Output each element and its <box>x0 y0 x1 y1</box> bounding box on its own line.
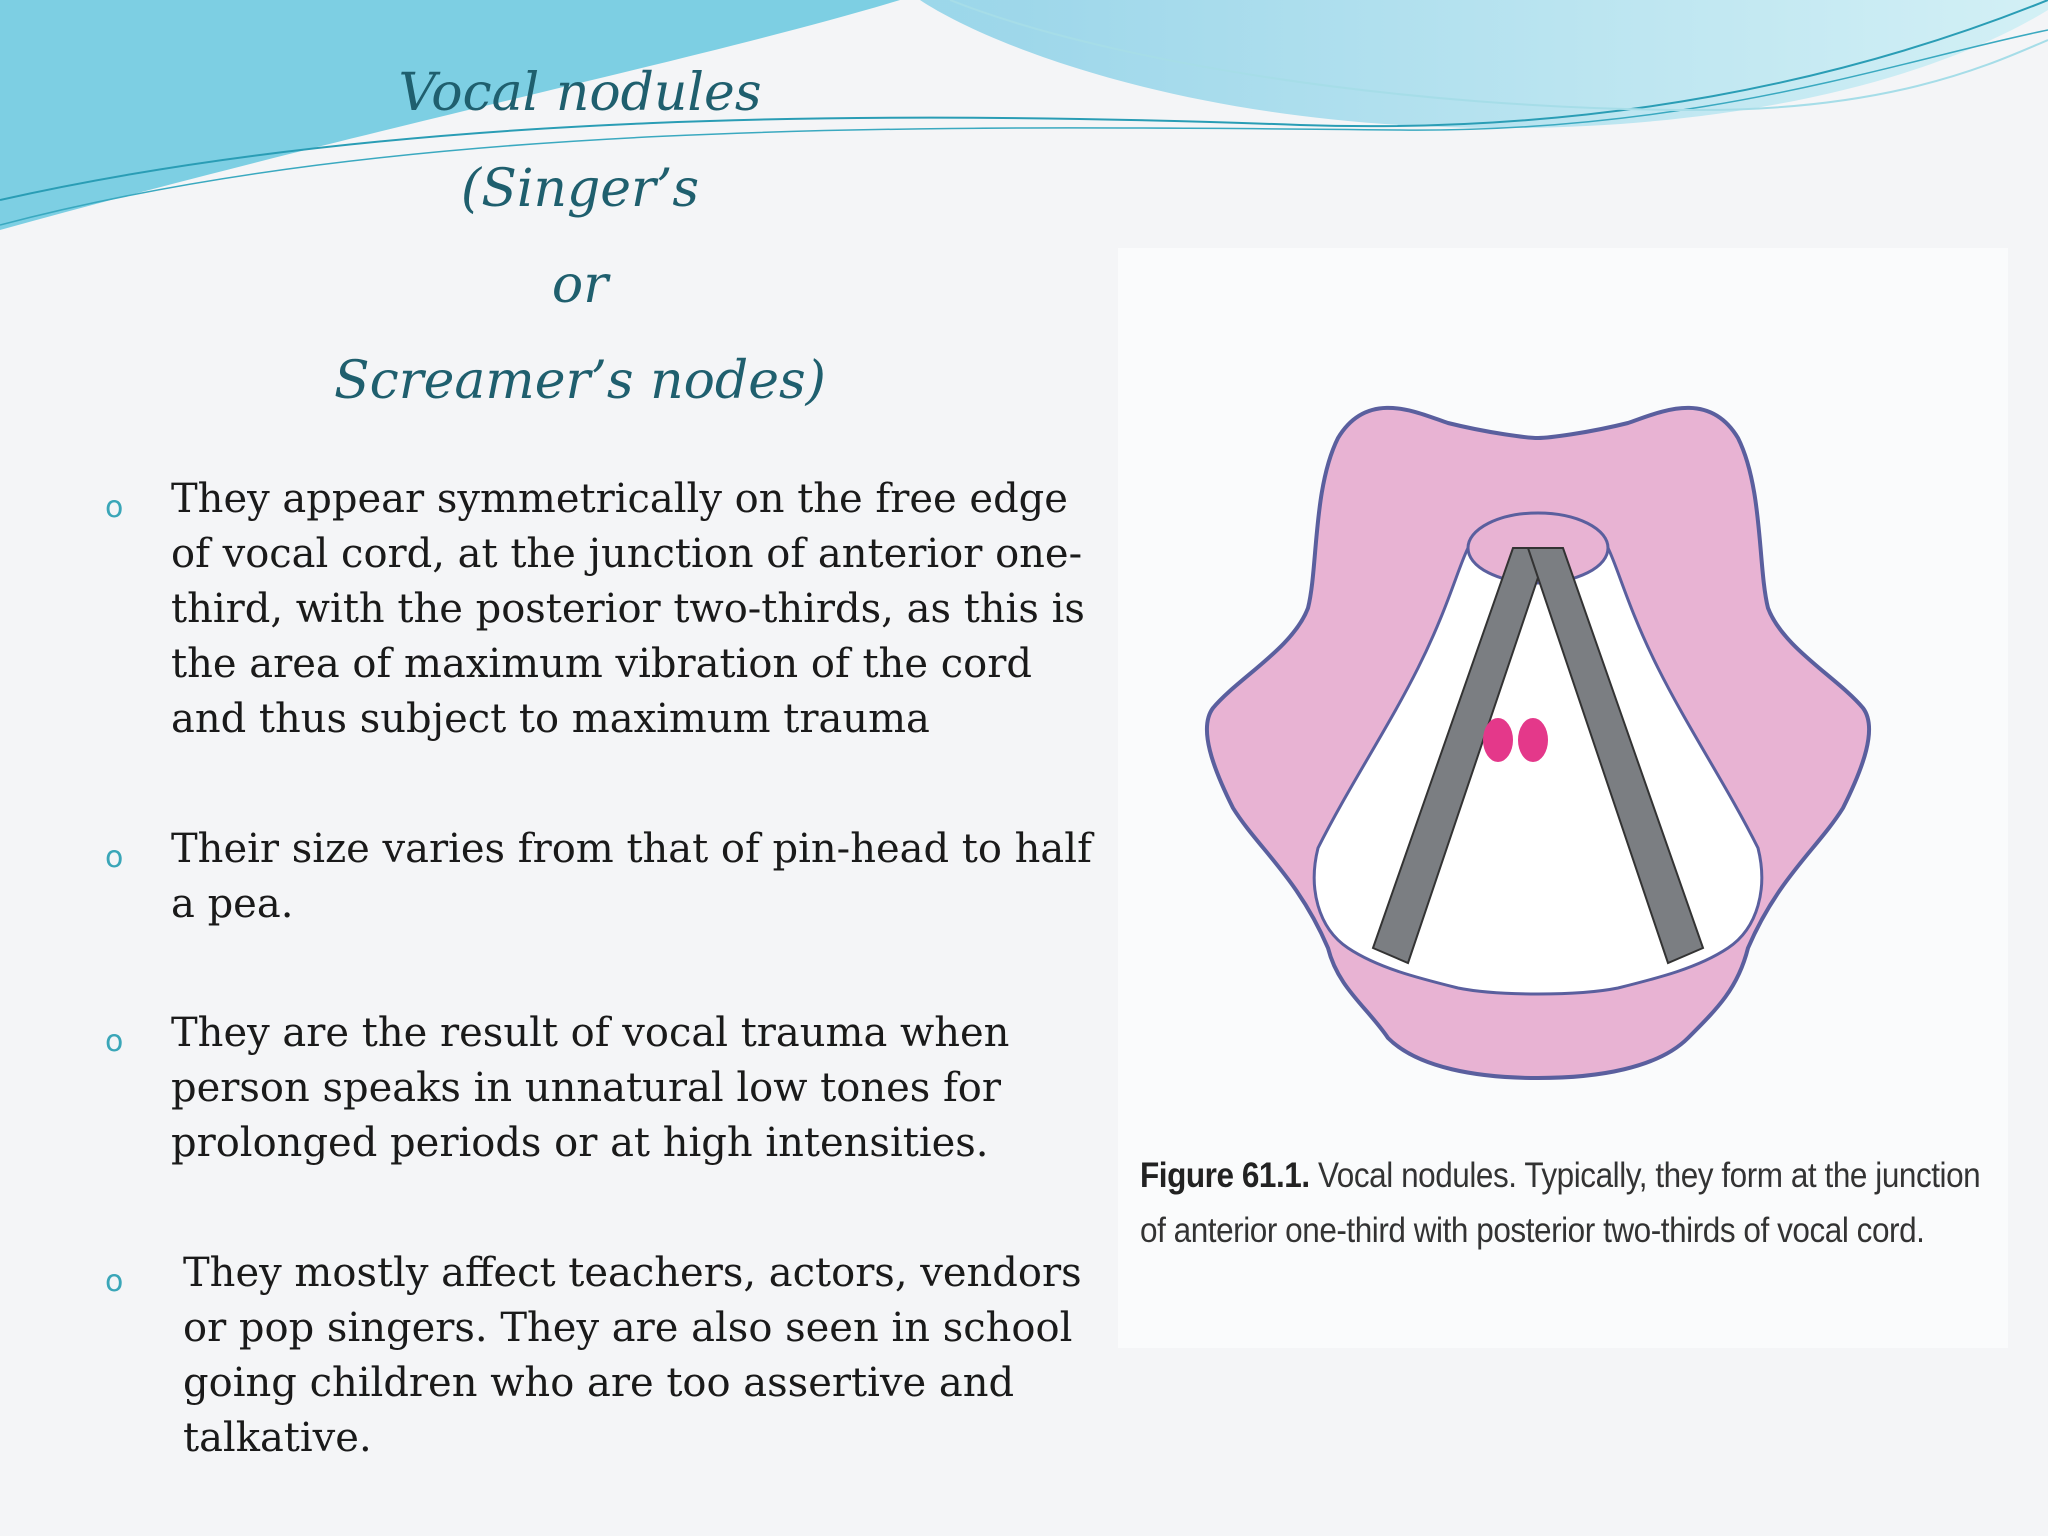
title-line: (Singer’s <box>460 159 700 219</box>
bullet-text: They are the result of vocal trauma when person speaks in unnatural low tones for prolonged periods or at high intensities. <box>171 1010 1010 1166</box>
title-line: Vocal nodules <box>398 63 762 123</box>
title-line: Screamer’s nodes) <box>334 351 826 411</box>
bullet-text: Their size varies from that of pin-head to half a pea. <box>171 826 1092 927</box>
right-nodule <box>1518 718 1548 762</box>
larynx-diagram <box>1118 248 2008 1128</box>
bullet-marker: o <box>105 1264 124 1299</box>
bullet-text: They appear symmetrically on the free edge of vocal cord, at the junction of anterior one-third, with the posterior two-thirds, as this is the area of maximum vibration of the cord and thus subject to maximum trauma <box>171 476 1085 742</box>
caption-label: Figure 61.1. <box>1140 1156 1310 1195</box>
bullet-marker: o <box>105 840 124 875</box>
caption-text: Vocal nodules. Typically, they form at the junction of anterior one-third with posterior two-thirds of vocal cord. <box>1140 1156 1981 1250</box>
title-line: or <box>551 255 609 315</box>
left-nodule <box>1483 718 1513 762</box>
slide-title <box>230 45 930 429</box>
vocal-nodules-figure <box>1118 248 2008 1348</box>
figure-caption <box>1140 1148 2004 1258</box>
bullet-marker: o <box>105 1024 124 1059</box>
bullet-marker: o <box>105 490 124 525</box>
bullet-text: They mostly affect teachers, actors, vendors or pop singers. They are also seen in school going children who are too assertive and talkative. <box>183 1250 1082 1461</box>
